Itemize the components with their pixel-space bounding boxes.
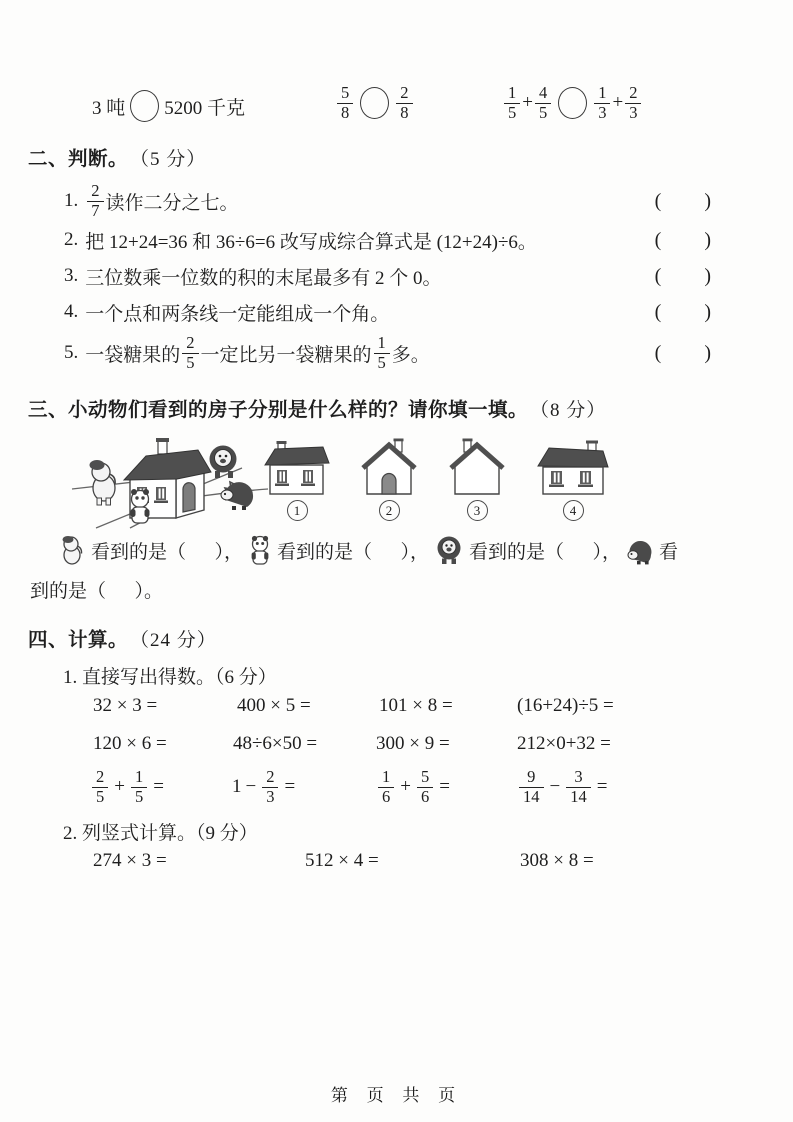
fill-text: 到的是（ ）。 xyxy=(30,581,164,602)
calc-sub2-title: 2. 列竖式计算。（9 分） xyxy=(63,823,258,844)
judge-item-text: 读作二分之七。 xyxy=(105,192,239,214)
house-front-view-icon xyxy=(264,440,330,496)
equals-sign: = xyxy=(439,776,450,797)
judge-item-text: 把 12+24=36 和 36÷6=6 改写成综合算式是 (12+24)÷6。 xyxy=(85,231,537,253)
house-gable-plain-icon xyxy=(448,438,506,496)
judge-item-3 xyxy=(64,263,712,289)
fraction: $\frac{1}{5}$ xyxy=(504,85,520,122)
answer-blank-parens: ( ) xyxy=(654,264,712,287)
house-option-1 xyxy=(264,440,330,521)
judge-item-4 xyxy=(64,299,712,325)
fraction: $\frac{5}{8}$ xyxy=(337,85,353,122)
house-option-2 xyxy=(360,438,418,521)
comparison-circle-blank xyxy=(558,87,587,119)
operator: − xyxy=(549,776,561,797)
equals-sign: = xyxy=(153,776,164,797)
calc-expression: 101 × 8 = xyxy=(379,695,453,716)
calc-fraction-expression xyxy=(90,762,164,812)
house-number-badge: 2 xyxy=(379,500,400,521)
observe-fill-line-2 xyxy=(30,576,163,603)
elephant xyxy=(90,460,116,505)
judge-item-text: 三位数乘一位数的积的末尾最多有 2 个 0。 xyxy=(85,267,442,289)
fraction: $\frac{2}{5}$ xyxy=(92,769,108,806)
house-option-4 xyxy=(536,440,610,521)
judge-item-5 xyxy=(64,329,712,377)
operand: 1 xyxy=(232,776,242,797)
calc-expression: 300 × 9 = xyxy=(376,733,450,754)
fill-text: 看到的是（ ）， xyxy=(469,541,622,563)
section-calc-title: 四、计算。 xyxy=(28,629,129,651)
elephant-ear xyxy=(90,460,105,470)
fraction: $\frac{2}{8}$ xyxy=(396,85,412,122)
house-number-badge: 1 xyxy=(287,500,308,521)
fraction: $\frac{1}{6}$ xyxy=(378,769,394,806)
answer-blank-parens: ( ) xyxy=(654,189,712,212)
house-options-row xyxy=(264,438,610,521)
page-footer: 第 页 共 页 xyxy=(330,1086,463,1105)
section-judge-header xyxy=(28,143,206,171)
fill-text: 看 xyxy=(659,541,679,563)
hedgehog xyxy=(221,482,253,510)
elephant-icon xyxy=(60,535,86,565)
fraction: $\frac{9}{14}$ xyxy=(519,769,544,806)
equals-sign: = xyxy=(284,776,296,797)
item-number: 3. xyxy=(64,265,79,286)
plus-sign: + xyxy=(612,92,624,113)
fraction: $\frac{2}{7}$ xyxy=(87,183,103,220)
house-option-3 xyxy=(448,438,506,521)
panda-icon xyxy=(248,535,272,565)
judge-item-text: 一个点和两条线一定能组成一个角。 xyxy=(85,303,390,325)
plus-sign: + xyxy=(522,92,533,113)
judge-item-text: 一袋糖果的 xyxy=(85,344,181,366)
equals-sign: = xyxy=(596,776,608,797)
fraction: $\frac{4}{5}$ xyxy=(535,85,551,122)
calc-expression: 512 × 4 = xyxy=(305,850,379,871)
section-judge-score: （5 分） xyxy=(130,148,207,170)
calc-expression: (16+24)÷5 = xyxy=(517,695,614,716)
judge-item-1 xyxy=(64,178,712,224)
calc-fraction-expression xyxy=(232,762,295,812)
section-judge-title: 二、判断。 xyxy=(28,148,129,170)
comparison-circle-blank xyxy=(130,90,159,122)
comparison-circle-blank xyxy=(360,87,389,119)
answer-blank-parens: ( ) xyxy=(654,341,712,364)
fraction: $\frac{1}{3}$ xyxy=(594,85,610,122)
hedgehog-icon xyxy=(626,535,654,565)
compare-item-fractions-1 xyxy=(335,78,415,128)
scene-house-with-animals xyxy=(70,432,270,532)
fraction: $\frac{2}{3}$ xyxy=(625,85,641,122)
judge-item-text: 一定比另一袋糖果的 xyxy=(200,344,372,366)
lion xyxy=(210,446,237,479)
item-number: 5. xyxy=(64,342,79,363)
compare-item-fractions-2 xyxy=(502,78,643,128)
item-number: 2. xyxy=(64,229,79,250)
compare-right-text: 5200 千克 xyxy=(164,97,246,119)
calc-expression: 48÷6×50 = xyxy=(233,733,318,754)
judge-item-text: 多。 xyxy=(391,344,430,366)
operator: − xyxy=(245,776,257,797)
section-observe-score: （8 分） xyxy=(530,399,607,421)
operator: + xyxy=(400,776,411,797)
item-number: 4. xyxy=(64,301,79,322)
calc-expression: 308 × 8 = xyxy=(520,850,594,871)
calc-fraction-expression xyxy=(517,762,607,812)
calc-expression: 274 × 3 = xyxy=(93,850,167,871)
item-number: 1. xyxy=(64,190,79,211)
house-gable-door-icon xyxy=(360,438,418,496)
section-observe-header xyxy=(28,394,606,422)
answer-blank-parens: ( ) xyxy=(654,228,712,251)
compare-item-tons-kg xyxy=(92,88,245,124)
section-calc-score: （24 分） xyxy=(130,629,217,651)
calc-expression: 120 × 6 = xyxy=(93,733,167,754)
calc-expression: 32 × 3 = xyxy=(93,695,158,716)
fraction: $\frac{2}{5}$ xyxy=(182,335,198,372)
section-observe-title: 三、小动物们看到的房子分别是什么样的？请你填一填。 xyxy=(28,399,529,421)
lion-icon xyxy=(434,535,464,565)
side-door xyxy=(183,483,195,512)
fraction: $\frac{1}{5}$ xyxy=(374,335,390,372)
judge-item-2 xyxy=(64,227,712,253)
fraction: $\frac{5}{6}$ xyxy=(417,769,433,806)
house-front-view-icon xyxy=(536,440,610,496)
calc-sub1-title: 1. 直接写出得数。（6 分） xyxy=(63,667,277,688)
calc-fraction-expression xyxy=(376,762,450,812)
fraction: $\frac{2}{3}$ xyxy=(262,769,278,806)
chimney xyxy=(158,441,167,454)
section-calc-header xyxy=(28,624,217,652)
house-number-badge: 3 xyxy=(467,500,488,521)
house-number-badge: 4 xyxy=(563,500,584,521)
chimney-cap xyxy=(156,438,169,442)
compare-left-text: 3 吨 xyxy=(92,97,126,119)
fill-text: 看到的是（ ）， xyxy=(91,541,244,563)
answer-blank-parens: ( ) xyxy=(654,300,712,323)
calc-expression: 400 × 5 = xyxy=(237,695,311,716)
fraction: $\frac{3}{14}$ xyxy=(566,769,591,806)
fraction: $\frac{1}{5}$ xyxy=(131,769,147,806)
operator: + xyxy=(114,776,125,797)
observe-fill-line-1 xyxy=(58,530,678,570)
calc-expression: 212×0+32 = xyxy=(517,733,611,754)
fill-text: 看到的是（ ）， xyxy=(277,541,430,563)
